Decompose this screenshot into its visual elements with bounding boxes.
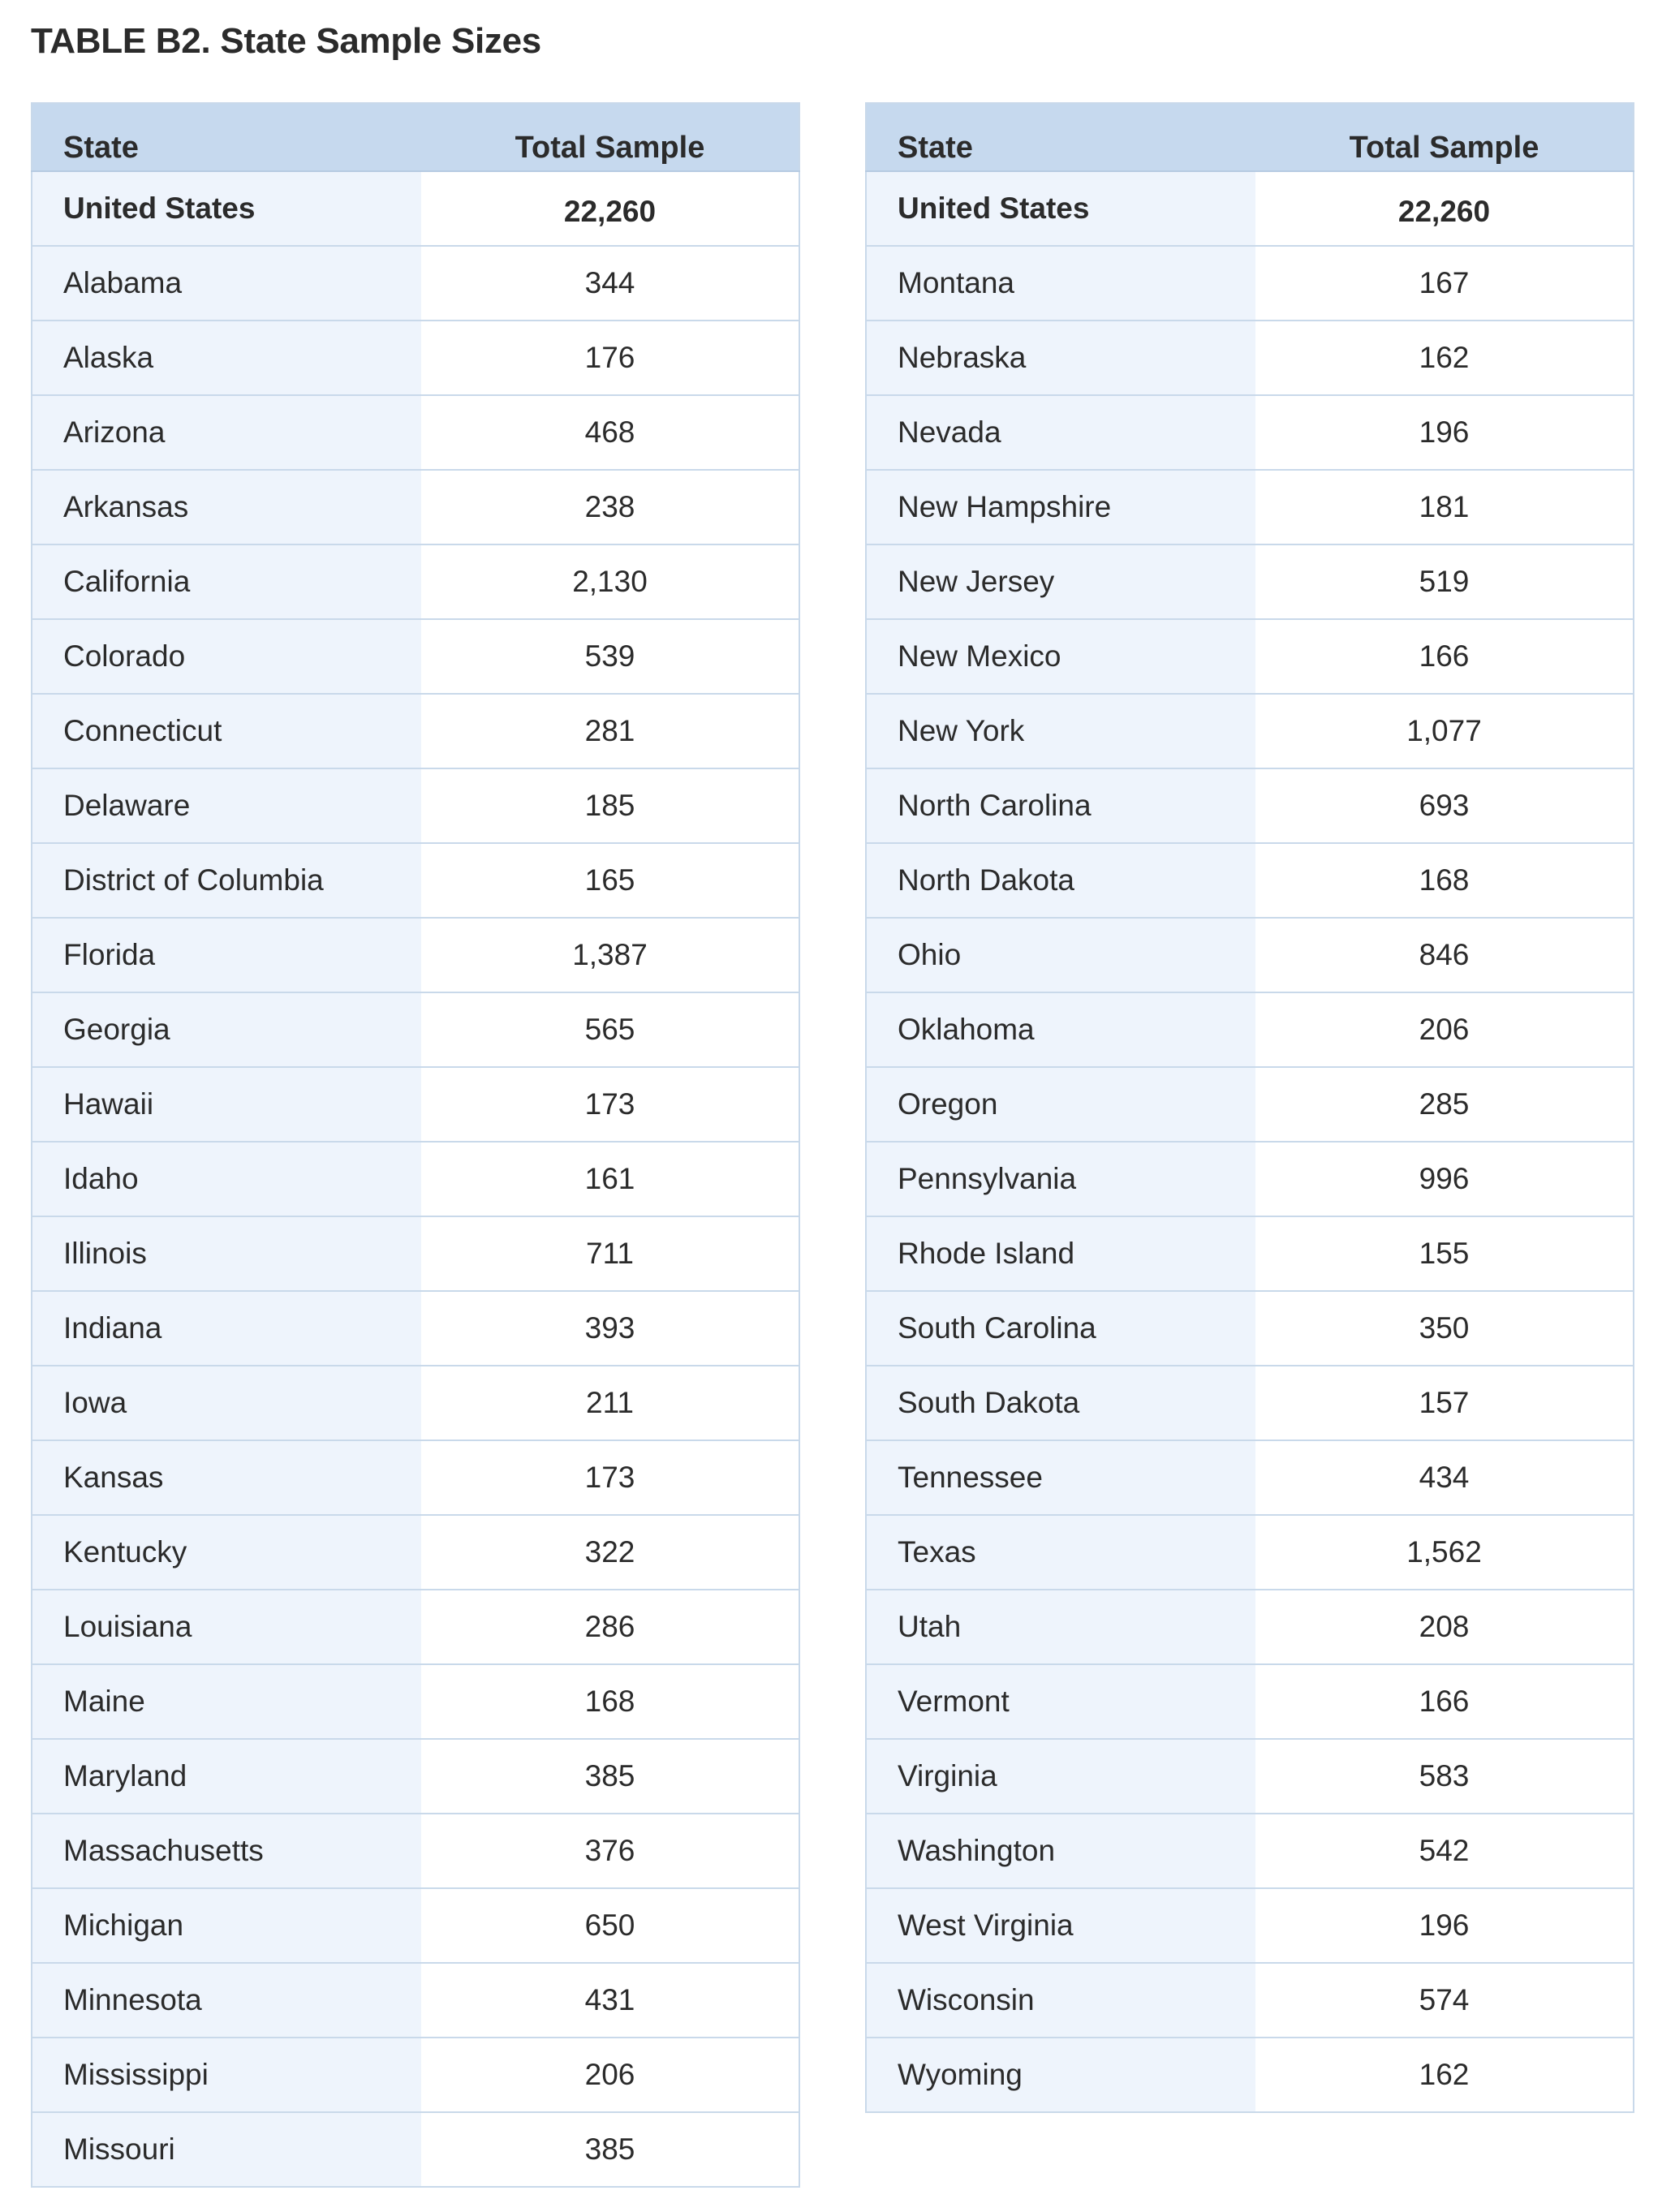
table-row: [32, 1739, 799, 1814]
total-sample-cell: 168: [1255, 843, 1634, 918]
state-name-cell: New Hampshire: [866, 470, 1255, 544]
total-sample-cell: 376: [421, 1814, 799, 1888]
state-name-cell: Massachusetts: [32, 1814, 421, 1888]
total-sample-cell: 206: [1255, 992, 1634, 1067]
total-sample-cell: 168: [421, 1664, 799, 1739]
table-row: [32, 1366, 799, 1440]
total-sample-cell: 206: [421, 2038, 799, 2112]
state-name-cell: New Jersey: [866, 544, 1255, 619]
table-row: [32, 1291, 799, 1366]
table-row: [866, 1664, 1634, 1739]
total-sample-cell: 281: [421, 694, 799, 768]
table-row: [866, 1067, 1634, 1142]
total-sample-cell: 385: [421, 2112, 799, 2187]
table-row: [866, 1590, 1634, 1664]
united-states-row: [32, 171, 799, 246]
total-sample-cell: 161: [421, 1142, 799, 1216]
state-name-cell: Rhode Island: [866, 1216, 1255, 1291]
table-row: [866, 768, 1634, 843]
table-row: [866, 843, 1634, 918]
total-sample-cell: 162: [1255, 321, 1634, 395]
table-row: [866, 321, 1634, 395]
table-row: [866, 1814, 1634, 1888]
state-name-cell: Indiana: [32, 1291, 421, 1366]
total-sample-cell: 693: [1255, 768, 1634, 843]
total-sample-cell: 583: [1255, 1739, 1634, 1814]
state-name-cell: Vermont: [866, 1664, 1255, 1739]
table-row: [866, 246, 1634, 321]
table-row: [32, 843, 799, 918]
total-sample-cell: 539: [421, 619, 799, 694]
total-sample-cell: 286: [421, 1590, 799, 1664]
table-row: [866, 1888, 1634, 1963]
total-sample-cell: 519: [1255, 544, 1634, 619]
total-sample-cell: 165: [421, 843, 799, 918]
total-sample-cell: 574: [1255, 1963, 1634, 2038]
state-name-cell: Florida: [32, 918, 421, 992]
state-name-cell: Idaho: [32, 1142, 421, 1216]
total-sample-cell: 238: [421, 470, 799, 544]
table-row: [866, 619, 1634, 694]
state-name-cell: Michigan: [32, 1888, 421, 1963]
state-name-cell: United States: [866, 171, 1255, 246]
state-name-cell: Arizona: [32, 395, 421, 470]
state-name-cell: Mississippi: [32, 2038, 421, 2112]
table-row: [32, 768, 799, 843]
state-name-cell: Montana: [866, 246, 1255, 321]
total-sample-cell: 846: [1255, 918, 1634, 992]
table-row: [866, 1739, 1634, 1814]
table-row: [32, 470, 799, 544]
state-name-cell: Missouri: [32, 2112, 421, 2187]
total-sample-cell: 211: [421, 1366, 799, 1440]
total-sample-cell: 1,387: [421, 918, 799, 992]
state-name-cell: Nebraska: [866, 321, 1255, 395]
column-header-state: State: [866, 103, 1255, 171]
state-name-cell: South Dakota: [866, 1366, 1255, 1440]
total-sample-cell: 711: [421, 1216, 799, 1291]
table-row: [866, 470, 1634, 544]
table-row: [866, 694, 1634, 768]
table-row: [866, 1963, 1634, 2038]
total-sample-cell: 181: [1255, 470, 1634, 544]
state-name-cell: New York: [866, 694, 1255, 768]
table-row: [32, 1814, 799, 1888]
state-sample-table-left: [31, 102, 800, 2188]
total-sample-cell: 166: [1255, 1664, 1634, 1739]
state-name-cell: Tennessee: [866, 1440, 1255, 1515]
state-name-cell: Pennsylvania: [866, 1142, 1255, 1216]
total-sample-cell: 196: [1255, 395, 1634, 470]
state-name-cell: Hawaii: [32, 1067, 421, 1142]
total-sample-cell: 322: [421, 1515, 799, 1590]
state-name-cell: Kentucky: [32, 1515, 421, 1590]
state-name-cell: Virginia: [866, 1739, 1255, 1814]
total-sample-cell: 385: [421, 1739, 799, 1814]
total-sample-cell: 650: [421, 1888, 799, 1963]
state-name-cell: Minnesota: [32, 1963, 421, 2038]
total-sample-cell: 173: [421, 1440, 799, 1515]
total-sample-cell: 431: [421, 1963, 799, 2038]
state-name-cell: Georgia: [32, 992, 421, 1067]
state-name-cell: Delaware: [32, 768, 421, 843]
table-row: [32, 992, 799, 1067]
total-sample-cell: 185: [421, 768, 799, 843]
table-row: [32, 694, 799, 768]
table-row: [32, 1440, 799, 1515]
state-name-cell: Utah: [866, 1590, 1255, 1664]
state-name-cell: Louisiana: [32, 1590, 421, 1664]
total-sample-cell: 167: [1255, 246, 1634, 321]
total-sample-cell: 173: [421, 1067, 799, 1142]
total-sample-cell: 393: [421, 1291, 799, 1366]
state-name-cell: Iowa: [32, 1366, 421, 1440]
total-sample-cell: 434: [1255, 1440, 1634, 1515]
state-name-cell: Connecticut: [32, 694, 421, 768]
state-name-cell: Washington: [866, 1814, 1255, 1888]
state-name-cell: California: [32, 544, 421, 619]
total-sample-cell: 565: [421, 992, 799, 1067]
table-row: [32, 1067, 799, 1142]
total-sample-cell: 22,260: [1255, 171, 1634, 246]
total-sample-cell: 196: [1255, 1888, 1634, 1963]
total-sample-cell: 542: [1255, 1814, 1634, 1888]
state-name-cell: New Mexico: [866, 619, 1255, 694]
state-name-cell: West Virginia: [866, 1888, 1255, 1963]
state-name-cell: Arkansas: [32, 470, 421, 544]
table-row: [32, 918, 799, 992]
table-row: [32, 321, 799, 395]
state-sample-table-right: [865, 102, 1634, 2113]
state-name-cell: Illinois: [32, 1216, 421, 1291]
total-sample-cell: 157: [1255, 1366, 1634, 1440]
total-sample-cell: 1,077: [1255, 694, 1634, 768]
table-row: [32, 1216, 799, 1291]
table-row: [32, 1590, 799, 1664]
state-name-cell: Oklahoma: [866, 992, 1255, 1067]
state-name-cell: Nevada: [866, 395, 1255, 470]
column-header-state: State: [32, 103, 421, 171]
state-name-cell: Kansas: [32, 1440, 421, 1515]
state-name-cell: Texas: [866, 1515, 1255, 1590]
table-row: [866, 1142, 1634, 1216]
table-row: [866, 992, 1634, 1067]
table-row: [32, 1963, 799, 2038]
total-sample-cell: 344: [421, 246, 799, 321]
table-row: [32, 2038, 799, 2112]
total-sample-cell: 285: [1255, 1067, 1634, 1142]
state-name-cell: Wisconsin: [866, 1963, 1255, 2038]
state-name-cell: Ohio: [866, 918, 1255, 992]
table-row: [32, 1515, 799, 1590]
total-sample-cell: 155: [1255, 1216, 1634, 1291]
total-sample-cell: 166: [1255, 619, 1634, 694]
united-states-row: [866, 171, 1634, 246]
total-sample-cell: 1,562: [1255, 1515, 1634, 1590]
total-sample-cell: 176: [421, 321, 799, 395]
table-header-row: [32, 103, 799, 171]
table-row: [32, 395, 799, 470]
table-row: [32, 619, 799, 694]
table-row: [32, 1664, 799, 1739]
total-sample-cell: 350: [1255, 1291, 1634, 1366]
state-name-cell: Maine: [32, 1664, 421, 1739]
state-name-cell: Colorado: [32, 619, 421, 694]
state-name-cell: District of Columbia: [32, 843, 421, 918]
state-name-cell: Maryland: [32, 1739, 421, 1814]
state-name-cell: Alaska: [32, 321, 421, 395]
state-name-cell: North Carolina: [866, 768, 1255, 843]
table-row: [866, 395, 1634, 470]
total-sample-cell: 22,260: [421, 171, 799, 246]
total-sample-cell: 162: [1255, 2038, 1634, 2112]
state-name-cell: United States: [32, 171, 421, 246]
total-sample-cell: 468: [421, 395, 799, 470]
table-row: [866, 1291, 1634, 1366]
table-row: [32, 1142, 799, 1216]
table-row: [866, 1440, 1634, 1515]
page-title: TABLE B2. State Sample Sizes: [31, 21, 541, 61]
table-row: [866, 1515, 1634, 1590]
total-sample-cell: 996: [1255, 1142, 1634, 1216]
table-row: [32, 2112, 799, 2187]
table-row: [866, 544, 1634, 619]
table-row: [866, 2038, 1634, 2112]
table-row: [866, 1366, 1634, 1440]
total-sample-cell: 2,130: [421, 544, 799, 619]
table-row: [866, 1216, 1634, 1291]
table-row: [32, 1888, 799, 1963]
table-row: [866, 918, 1634, 992]
state-name-cell: South Carolina: [866, 1291, 1255, 1366]
state-name-cell: Oregon: [866, 1067, 1255, 1142]
state-name-cell: North Dakota: [866, 843, 1255, 918]
column-header-total-sample: Total Sample: [1255, 103, 1634, 171]
total-sample-cell: 208: [1255, 1590, 1634, 1664]
state-name-cell: Wyoming: [866, 2038, 1255, 2112]
table-row: [32, 544, 799, 619]
table-row: [32, 246, 799, 321]
table-header-row: [866, 103, 1634, 171]
column-header-total-sample: Total Sample: [421, 103, 799, 171]
state-name-cell: Alabama: [32, 246, 421, 321]
